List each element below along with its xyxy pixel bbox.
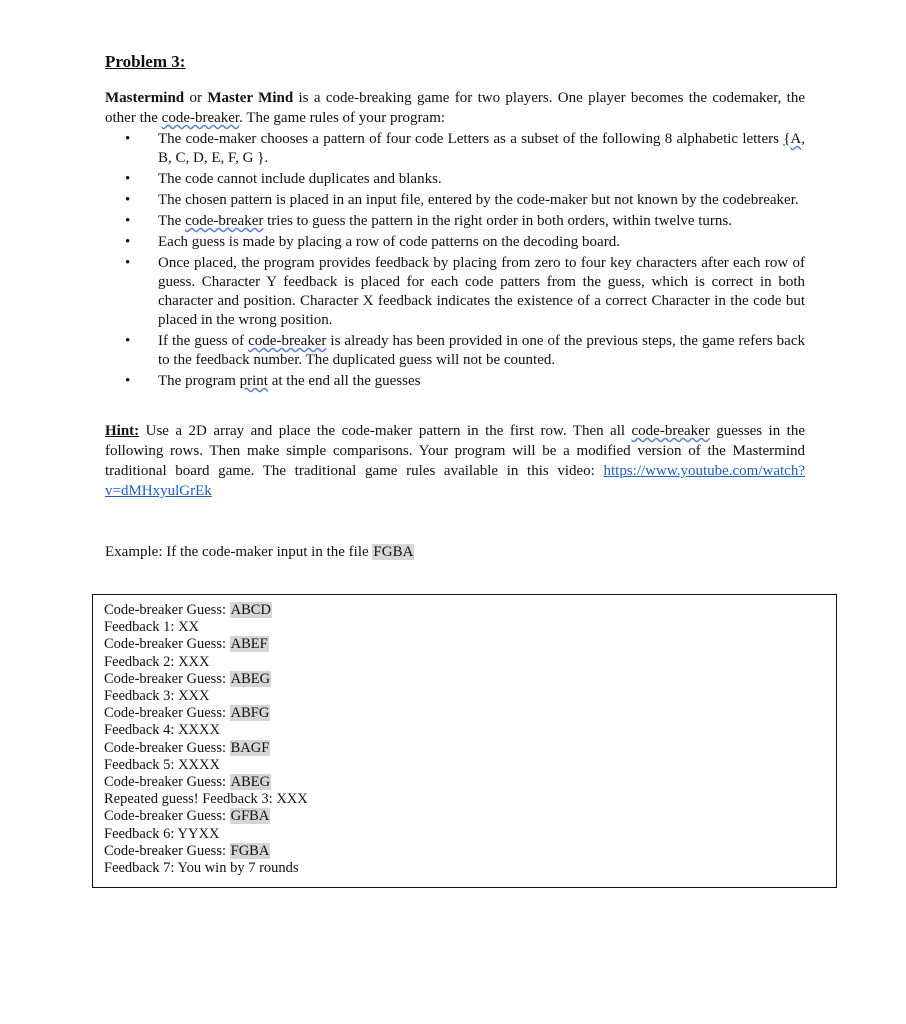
guess-label: Code-breaker Guess: — [104, 842, 230, 859]
list-item — [105, 212, 805, 231]
guess-code: FGBA — [230, 842, 270, 859]
bullet-icon: • — [125, 234, 131, 250]
rules-list — [105, 130, 805, 391]
feedback-line: Feedback 1: XX — [104, 619, 200, 636]
bullet-icon: • — [125, 131, 131, 147]
problem-title: Problem 3: — [105, 52, 186, 71]
output-box — [92, 594, 837, 888]
example-text: Example: If the code-maker input in the file — [105, 544, 373, 560]
feedback-line: Feedback 4: XXXX — [104, 722, 220, 739]
list-item — [105, 233, 805, 252]
list-item — [105, 130, 805, 168]
guess-label: Code-breaker Guess: — [104, 739, 230, 756]
rule-text-pre: If the guess of — [158, 333, 249, 349]
rule-text: The code cannot include duplicates and blanks. — [158, 171, 442, 187]
feedback-line: Repeated guess! Feedback 3: XXX — [104, 791, 308, 808]
feedback-line: Feedback 2: XXX — [104, 653, 210, 670]
rule-text-rest: , B, C, D, E, F, G }. — [158, 131, 805, 166]
example-code: FGBA — [373, 544, 414, 560]
guess-label: Code-breaker Guess: — [104, 670, 230, 687]
feedback-line: Feedback 6: YYXX — [104, 825, 220, 842]
guess-label: Code-breaker Guess: — [104, 774, 230, 791]
intro-or: or — [184, 90, 208, 106]
guess-line — [104, 740, 308, 757]
bullet-icon: • — [125, 213, 131, 229]
intro-text-1: is a code-breaking game for two players. One player becomes the codemaker, the other the — [105, 90, 805, 126]
example-paragraph — [105, 541, 805, 563]
hint-paragraph — [105, 421, 805, 501]
term-mastermind: Mastermind — [105, 90, 185, 106]
list-item — [105, 254, 805, 330]
guess-code: ABFG — [230, 705, 270, 722]
codebreaker-term: code-breaker — [248, 333, 327, 349]
youtube-link[interactable]: https://www.youtube.com/watch?v=dMHxyulGrEk — [105, 463, 805, 499]
guess-line — [104, 808, 308, 825]
list-item — [105, 332, 805, 370]
guess-line — [104, 774, 308, 791]
brace-mark: { — [783, 131, 791, 147]
hint-text-1: Use a 2D array and place the code-maker pattern in the first row. Then all — [139, 423, 632, 439]
document-page — [105, 52, 805, 563]
guess-code: ABCD — [230, 602, 271, 618]
codebreaker-term: code-breaker — [185, 213, 264, 229]
guess-line — [104, 705, 308, 722]
feedback-line: Feedback 7: You win by 7 rounds — [104, 860, 299, 877]
hint-label: Hint: — [105, 423, 140, 439]
rule-text-post: at the end all the guesses — [267, 373, 421, 389]
bullet-icon: • — [125, 192, 131, 208]
rule-text-pre: The program — [158, 373, 240, 389]
list-item — [105, 170, 805, 189]
bullet-icon: • — [125, 171, 131, 187]
print-term: print — [239, 373, 268, 389]
term-master-mind: Master Mind — [207, 90, 294, 106]
guess-line — [104, 843, 308, 860]
bullet-icon: • — [125, 255, 131, 271]
rule-text-post: tries to guess the pattern in the right order in both orders, within twelve turns. — [263, 213, 733, 229]
output-lines — [104, 602, 308, 877]
rule-text-pre: The — [158, 213, 186, 229]
guess-label: Code-breaker Guess: — [104, 808, 230, 825]
letter-a: A — [790, 131, 802, 147]
hint-text-2: guesses in the following rows. Then make simple comparisons. Your program will be a modified version of the Mastermind traditional board game. The traditional game rules available in this video: — [105, 423, 805, 479]
guess-code: ABEG — [230, 670, 271, 687]
guess-label: Code-breaker Guess: — [104, 602, 230, 618]
guess-code: ABEG — [230, 774, 271, 791]
guess-line — [104, 602, 308, 619]
intro-paragraph — [105, 88, 805, 128]
codebreaker-term: code-breaker — [631, 423, 710, 439]
bullet-icon: • — [125, 373, 131, 389]
guess-line — [104, 636, 308, 653]
guess-label: Code-breaker Guess: — [104, 705, 230, 722]
rule-text: The code-maker chooses a pattern of four code Letters as a subset of the following 8 alphabetic letters — [158, 131, 784, 147]
rule-text: The chosen pattern is placed in an input file, entered by the code-maker but not known by the codebreaker. — [158, 192, 799, 208]
rule-text-post: is already has been provided in one of the previous steps, the game refers back to the feedback number. The duplicated guess will not be counted. — [158, 333, 805, 368]
list-item — [105, 191, 805, 210]
feedback-line: Feedback 3: XXX — [104, 688, 210, 705]
rule-text: Each guess is made by placing a row of code patterns on the decoding board. — [158, 234, 620, 250]
guess-line — [104, 671, 308, 688]
guess-code: ABEF — [230, 636, 268, 653]
bullet-icon: • — [125, 333, 131, 349]
intro-text-2: . The game rules of your program: — [239, 110, 446, 126]
guess-label: Code-breaker Guess: — [104, 636, 230, 653]
guess-code: BAGF — [230, 739, 270, 756]
feedback-line: Feedback 5: XXXX — [104, 756, 220, 773]
list-item — [105, 372, 805, 391]
codebreaker-term: code-breaker — [161, 110, 240, 126]
rule-text: Once placed, the program provides feedback by placing from zero to four key characters after each row of guess. Character Y feedback is placed for each code patters from the guess, which is correct in both character and position. Character X feedback indicates the existence of a correct Character in the code but placed in the wrong position. — [158, 255, 805, 328]
guess-code: GFBA — [230, 808, 270, 825]
